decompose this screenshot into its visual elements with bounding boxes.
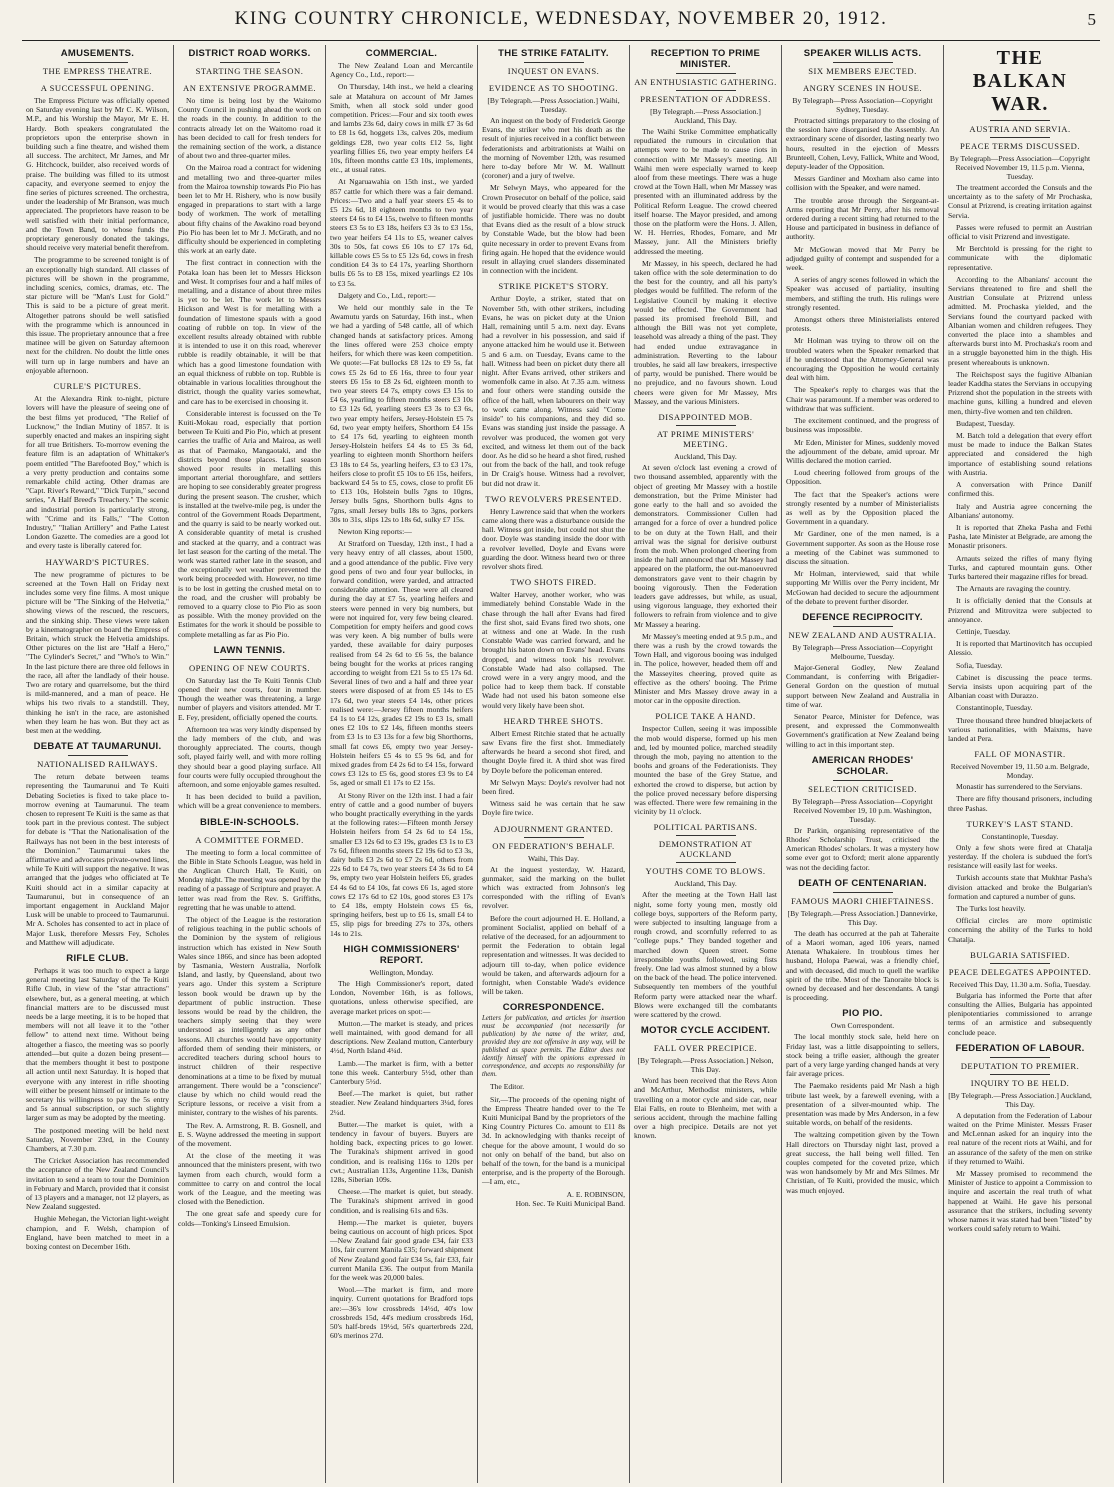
article-paragraph: Italy and Austria agree concerning the Albanians' autonomy.	[948, 501, 1092, 520]
article-paragraph: The Cricket Association has recommended the acceptance of the New Zealand Council's invitation to send a team to tour the Dominion in February and March, provided that it consist of 13 players and a manager, not 12 players, as New Zealand suggested.	[26, 1156, 169, 1212]
article-subheading: PEACE DELEGATES APPOINTED.	[948, 966, 1092, 977]
article-subheading: DEPUTATION TO PREMIER.	[960, 1060, 1080, 1071]
article	[330, 944, 473, 1341]
article-paragraph: Turkish accounts state that Mukhtar Pasha's division attacked and broke the Bulgarian's formation and captured a number of guns.	[948, 873, 1092, 901]
article-subheading: INQUIRY TO BE HELD.	[970, 1077, 1070, 1088]
article-paragraph: On Thursday, 14th inst., we held a clearing sale at Matahura on account of Mr James Smith, when all stock sold under good competition. Prices:—Four and six tooth ewes and lambs 23s 6d, dairy cows in milk £7 3s 6d to £8 1s 6d, hoggets 13s, calves 20s, medium geldings £28, two year colts £12 5s, light yearling fillies £6, two year empty heifers £4 10s, fifteen months cattle £3 10s, implements, etc., at usual rates.	[330, 82, 473, 175]
article-headline: THE STRIKE FATALITY.	[498, 48, 609, 59]
masthead-title: KING COUNTRY CHRONICLE, WEDNESDAY, NOVEMBER 20, 1912.	[234, 8, 888, 29]
article-dateline: Wellington, Monday.	[369, 967, 434, 977]
article	[482, 577, 625, 710]
article	[482, 48, 625, 275]
article	[786, 48, 939, 606]
divider	[990, 1057, 1050, 1058]
article-subheading: TURKEY'S LAST STAND.	[966, 818, 1074, 829]
article-paragraph: Hemp.—The market is quieter, buyers being cautious on account of high prices. Spot—New Zealand fair good grade £34, fair £33 10s, fair current Manila £35; forward shipment of New Zealand good fair £34 5s, fair £33, fair current Manila £36. The output from Manila for the week was 20,000 bales.	[330, 1217, 473, 1282]
article	[948, 1043, 1092, 1234]
divider	[676, 90, 736, 91]
article	[26, 48, 169, 375]
divider	[676, 835, 736, 836]
article	[482, 1002, 625, 1207]
article-paragraph: Wool.—The market is firm, and more inquiry. Current quotations for Bradford tops are:—36's low crossbreds 14½d, 40's low crossbreds 15d, 44's medium crossbreds 16d, 50's half-breds 19½d, 56's quarterbreds 22d, 60's merinos 27d.	[330, 1285, 473, 1341]
article	[948, 819, 1092, 944]
divider	[68, 79, 128, 80]
divider	[833, 79, 893, 80]
article-paragraph: Mr Eden, Minister for Mines, suddenly moved the adjournment of the debate, amid uproar. Mr Willis declared the motion carried.	[786, 437, 939, 465]
article-paragraph: Lamb.—The market is firm, with a better tone this week. Canterbury 5½d, other than Canterbury 5½d.	[330, 1058, 473, 1086]
divider	[220, 831, 280, 832]
article-paragraph: A deputation from the Federation of Labour waited on the Prime Minister. Messrs Fraser and McLennan asked for an inquiry into the real nature of the recent riots at Waihi, and for an assurance of the safety of the men on strike if they returned to Waihi.	[948, 1110, 1092, 1166]
article-paragraph: Protracted sittings preparatory to the closing of the session have disorganised the Assembly. An extraordinary scene of disorder, lasting nearly two hours, resulted in the ejection of Messrs Brunteell, Cohen, Levy, Fallick, White and Wood, deputy-leader of the Opposition.	[786, 116, 939, 172]
article-dateline: By Telegraph—Press Association—Copyright Received November 19, 11.5 p.m. Vienna, Tuesday.	[949, 154, 1091, 181]
divider	[524, 79, 584, 80]
article-subheading: A SUCCESSFUL OPENING.	[40, 83, 155, 93]
article-paragraph: The programme to be screened tonight is of an exceptionally high standard. All classes of pictures will be shown in the programme, including scenics, comics, dramas, etc. The star picture will be "Man's Lust for Gold." This is said to be a picture of great merit. Altogether patrons should be well satisfied with the programme which is announced in this issue. The proprietary announce that a free matinee will be given on Saturday afternoon next for the children. No doubt the little ones will turn up in large numbers and have an enjoyable afternoon.	[26, 255, 169, 375]
article-paragraph: Mr Massey promised to recommend the Minister of Justice to appoint a Commission to inquire and ascertain the real truth of what happened at Waihi. He gave his personal assurance that the strikers, including seventy whose names it was stated had been "listed" by workers could safely return to Waihi.	[948, 1169, 1092, 1234]
article-subheading: ANGRY SCENES IN HOUSE.	[802, 83, 923, 93]
article-paragraph: The Empress Picture was officially opened on Saturday evening last by Mr C. K. Wilson, M.P., and his Worship the Mayor, Mr E. H. Hardy. Both speakers congratulated the proprietors upon the enterprise shown in building such a fine theatre, and wished them all success. The architect, Mr James, and Mr G. Hitchcock, builder, also received words of praise. The building was filled to its utmost capacity, and everyone seemed to enjoy the fine series of pictures screened. The orchestra, under the leadership of Mr Branson, was much appreciated. The proprietors have reason to be well satisfied with their initial performance, and the Town Band, to whose funds the proprietary generously donated the takings, should receive very material benefit therefrom.	[26, 96, 169, 253]
article-subheading: YOUTHS COME TO BLOWS.	[645, 866, 766, 877]
article-paragraph: Budapest, Tuesday.	[956, 418, 1015, 428]
article-paragraph: The excitement continued, and the progress of business was impossible.	[786, 416, 939, 435]
article-headline: BIBLE-IN-SCHOOLS.	[199, 816, 300, 828]
article	[330, 48, 473, 938]
article-headline: LAWN TENNIS.	[213, 644, 286, 656]
article-paragraph: It has been decided to build a pavilion, which will be a great convenience to members.	[178, 792, 321, 811]
article-subheading: HEARD THREE SHOTS.	[503, 715, 604, 726]
article-paragraph: Three thousand three hundred bluejackets of various nationalities, with Maixms, have landed at Pera.	[948, 715, 1092, 743]
divider	[676, 425, 736, 426]
article-subheading: DISAPPOINTED MOB.	[658, 412, 753, 423]
article-paragraph: Cheese.—The market is quiet, but steady. The Turakina's shipment arrived in good condition, and is realising 61s and 63s.	[330, 1187, 473, 1215]
article-paragraph: Witness said he was certain that he saw Doyle fire twice.	[482, 799, 625, 818]
article-paragraph: The treatment accorded the Consuls and the uncertainty as to the safety of Mr Prochaska, Consul at Prizrend, is creating irritation against Servia.	[948, 183, 1092, 220]
article-paragraph: Loud cheering followed from groups of the Opposition.	[786, 468, 939, 487]
article-subheading: AN ENTHUSIASTIC GATHERING.	[634, 77, 777, 87]
article-paragraph: The Waihi Strike Committee emphatically repudiated the rumours in circulation that attempts were to be made to cause riots in connection with Mr Massey's meeting. All Waihi men were especially warned to keep aloof from these meetings. There was a huge crowd at the Town Hall, when Mr Massey was presented with an illuminated address by the Political Reform League. The crowd cheered itself hoarse. The Mayor presided, and among those on the platform were the Hons. J. Allen, W. H. Herries, Rhodes, Fomare, and Mr Massey, junr. All the Ministers briefly addressed the meeting.	[634, 127, 777, 256]
article-subheading: EVIDENCE AS TO SHOOTING.	[488, 83, 619, 93]
article-dateline: By Telegraph—Press Association—Copyright Melbourne, Tuesday.	[792, 642, 933, 661]
article-paragraph: Beef.—The market is quiet, but rather steadier. New Zealand hindquarters 3¼d, fores 2¼d.	[330, 1089, 473, 1117]
article-headline: FEDERATION OF LABOUR.	[955, 1042, 1085, 1054]
article	[786, 612, 939, 749]
article-paragraph: Butter.—The market is quiet, with a tendency in favour of buyers. Buyers are holding back, expecting prices to go lower. The Turakina's shipment arrived in good condition, and is realising 116s to 120s per cwt.; Australian 113s, Argentine 113s, Danish 128s, Siberian 109s.	[330, 1119, 473, 1184]
article-paragraph: Mr Massey's meeting ended at 9.5 p.m., and there was a rush by the crowd towards the Town Hall, and vigorous booing was indulged in. The police, however, headed them off and the Masseyites cheering, proved quite as effective as the others' booing. The Prime Minister and Mrs Massey drove away in a motor car in the opposite direction.	[634, 631, 777, 706]
article	[482, 281, 625, 487]
article-subheading: TWO REVOLVERS PRESENTED.	[485, 493, 622, 504]
article-headline: RIFLE CLUB.	[66, 953, 129, 965]
article-paragraph: A conversation with Prince Danilf confirmed this.	[948, 480, 1092, 499]
article-paragraph: Passes were refused to permit an Austrian official to visit Prizrend and investigate.	[948, 222, 1092, 242]
article-subheading: PEACE TERMS DISCUSSED.	[960, 141, 1080, 151]
article-paragraph: The Rev. A. Armstrong, R. B. Gosnell, and E. S. Wayne addressed the meeting in support of the movement.	[178, 1120, 321, 1148]
article-subheading: STRIKE PICKET'S STORY.	[498, 281, 609, 292]
article-paragraph: The postponed meeting will be held next Saturday, November 23rd, in the County Chambers, at 7.30 p.m.	[26, 1125, 169, 1153]
article-headline: DEFENCE RECIPROCITY.	[802, 611, 923, 623]
article-paragraph: Before the court adjourned H. E. Holland, a prominent Socialist, applied on behalf of a relative of the deceased, for an adjournment to permit the Federation to obtain legal representation and witnesses. It was decided to adjourn till to-day, when police evidence would be taken, and afterwards adjourn for a fortnight, when Constable Wade's evidence will be taken.	[482, 913, 625, 997]
article	[482, 716, 625, 818]
article	[178, 645, 321, 811]
article-paragraph: Constantinople, Tuesday.	[956, 703, 1033, 713]
article-dateline: [By Telegraph.—Press Association.] Nelson, This Day.	[637, 1056, 774, 1075]
article-paragraph: Hughie Mehegan, the Victorian light-weight champion, and F. Welsh, champion of England, have been matched to meet in a boxing contest on December 16th.	[26, 1214, 169, 1251]
article-paragraph: We held our monthly sale in the Te Awamutu yards on Saturday, 16th inst., when we had a yarding of 548 cattle, all of which changed hands at satisfactory prices. Among the lines offered were 253 choice empty heifers, for which there was keen competition. We quote:—Fat bullocks £8 12s to £9 5s, fat cows £5 2s 6d to £6 16s, three to four year steers £6 15s to £8 2s 6d, eighteen month to two year steers £4 7s, empty cows £3 15s to £4 6s, yearling to fifteen months steers £3 10s to £3 12s 6d, yearling steers £3 3s to £3 6s, two year empty heifers, Jersey-Holstein £5 7s 6d, two year empty heifers, Shorthorn £4 15s to £4 17s 6d, yearling to eighteen month Jersey-Holstein heifers £4 4s to £5 3s 6d, yearling to eighteen month Shorthorn heifers £3 18s to £4 5s, yearling heifers, £3 to £3 17s, heifers close to profit £5 10s to £6 15s, heifers, backward £4 5s to £5, cows, close to profit £6 to £13 10s, Holstein bulls 7gns to 10gns, Jersey bulls 5gns, Shorthorn bulls 4gns to 7gns, small Jersey bulls 18s to 3gns, porkers 30s to 31s, slips 12s to 18s 6d, sulky £7 15s.	[330, 303, 473, 524]
article-subheading: A COMMITTEE FORMED.	[195, 834, 304, 845]
divider	[220, 62, 280, 63]
article-headline: DISTRICT ROAD WORKS.	[188, 48, 311, 59]
article-dateline: Constantinople, Tuesday.	[981, 831, 1059, 841]
article-paragraph: Inspector Cullen, seeing it was impossible the mob would disperse, formed up his men and, led by mounted police, marched steadily through the mob, paying no attention to the boohs and groans of the Federationists. They mounted the base of the Grey Statue, and exhorted the crowd to disperse, but action by the police proved necessary before dispersing was effected. There were few remaining in the vicinity by 11 o'clock.	[634, 724, 777, 817]
article-subheading: PRESENTATION OF ADDRESS.	[640, 94, 771, 104]
article-paragraph: Mr McGowan moved that Mr Perry be adjudged guilty of contempt and suspended for a week.	[786, 244, 939, 273]
article-paragraph: Mutton.—The market is steady, and prices well maintained, with good demand for all descriptions. New Zealand mutton, Canterbury 4½d, North Island 4¼d.	[330, 1018, 473, 1056]
column-6	[782, 45, 944, 1483]
article-paragraph: Mr Holman, interviewed, said that while supporting Mr Willis over the Perry incident, Mr McGowan had decided to secure the adjournment of the debate to prevent further disorder.	[786, 569, 939, 606]
article-subheading: AN EXTENSIVE PROGRAMME.	[182, 83, 316, 93]
article-subheading: HAYWARD'S PICTURES.	[45, 556, 150, 567]
article-paragraph: Mr Gardiner, one of the men named, is a Government supporter. As soon as the House rose a meeting of the Cabinet was summoned to discuss the situation.	[786, 529, 939, 566]
divider	[833, 892, 893, 893]
article-headline: AMERICAN RHODES' SCHOLAR.	[811, 754, 914, 777]
article-dateline: [By Telegraph.—Press Association.] Auckland, This Day.	[650, 107, 761, 125]
column-7	[944, 45, 1096, 1483]
article-subheading: TWO SHOTS FIRED.	[510, 577, 597, 588]
article-subheading: DEMONSTRATION AT AUCKLAND	[658, 839, 753, 860]
divider	[833, 62, 893, 63]
article	[634, 711, 777, 816]
article-subheading: ADJOURNMENT GRANTED.	[493, 823, 614, 834]
article-paragraph: Word has been received that the Revs Aton and McArthur, Methodist ministers, while travelling on a motor cycle and side car, near Elai Falls, en route to Blenheim, met with a serious accident, through the machine falling over a high precipice. Details are not yet known.	[634, 1076, 777, 1141]
article-subheading: NATIONALISED RAILWAYS.	[37, 759, 158, 770]
article-headline: DEBATE AT TAUMARUNUI.	[33, 741, 162, 753]
article-paragraph: The New Zealand Loan and Mercantile Agency Co., Ltd., report:—	[330, 61, 473, 80]
article-paragraph: The meeting to form a local committee of the Bible in State Schools League, was held in the Anglican Church Hall, Te Kuiti, on Monday night. The meeting was opened by the reading of a passage of Scripture and prayer. A letter was read from the Rev. S. Griffiths, regretting that he was unable to attend.	[178, 847, 321, 912]
article-paragraph: The Arnauts are ravaging the country.	[956, 584, 1071, 594]
divider	[220, 79, 280, 80]
article-dateline: Auckland, This Day.	[674, 879, 737, 889]
article-headline: MOTOR CYCLE ACCIDENT.	[640, 1025, 771, 1037]
article-paragraph: It is reported that Zheka Pasha and Fethi Pasha, late Minister at Belgrade, are among the Monastir prisoners.	[948, 522, 1092, 551]
divider	[68, 62, 128, 63]
article-paragraph: At Ngaruawahia on 15th inst., we yarded 857 cattle for which there was a fair demand. Prices:—Two and a half year steers £5 4s to £5 12s 6d, 18 eighteen months to two year steers £4 6s to £4 15s, twelve to fifteen months steers £3 5s to £3 18s, heifers £3 3s to £3 15s, two year heifers £4 11s to £5, weaner calves 30s to 50s, fat cows £6 10s to £7 17s 6d, killable cows £5 5s to £5 12s 6d, cows in fresh condition £4 3s to £4 17s, yearling Shorthorn bulls £6 5s to £8 15s, mixed yearlings £2 10s to £3 5s.	[330, 177, 473, 288]
divider	[990, 120, 1050, 121]
article-paragraph: An inquest on the body of Frederick George Evans, the striker who met his death as the result of injuries received in a conflict between federationists and arbitrationists at Waihi on the morning of November 12th, was resumed here to-day before Mr W. M. Wallnutt (coroner) and a jury of twelve.	[482, 116, 625, 181]
divider	[676, 1039, 736, 1040]
divider	[990, 1074, 1050, 1075]
article-paragraph: After the meeting at the Town Hall last night, some forty young men, mostly old college boys, supporters of the Reform party, were subjected to insulting language from a rough crowd, and scornfully referred to as "college pups." They banded together and marched down Queen street. Some irresponsible youths followed, using fists freely. One lad was almost stunned by a blow on the back of the head. The police intervened. Subsequently ten members of the youthful Reform party were attacked near the wharf. Blows were exchanged till the combatants were scattered by the crowd.	[634, 890, 777, 1020]
article-dateline: By Telegraph—Press Association—Copyright Received November 19, 10 p.m. Washington, Tuesday.	[792, 796, 933, 824]
article-headline: COMMERCIAL.	[365, 48, 438, 59]
article-paragraph: Arnauts seized the rifles of many flying Turks, and captured mountain guns. Other Turks bartered their magazine rifles for bread.	[948, 553, 1092, 581]
article-paragraph: Official circles are more optimistic concerning the ability of the Turks to hold Chatalja.	[948, 916, 1092, 944]
article-paragraph: The death has occurred at the pah at Taheraite of a Maori woman, aged 106 years, named Atenata Whakaiere. In troublous times her husband, Holopa Paewai, was a friendly chief, and with deceased, did much to quell the warlike spirit of the tribe. Most of the Tanoraite block is owned by deceased and her descendants. A tangi is proceeding.	[786, 928, 939, 1003]
article-paragraph: The fact that the Speaker's actions were strongly resented by a number of Ministerialists as well as by the Opposition placed the Government in a quandary.	[786, 489, 939, 527]
article-subheading: INQUEST ON EVANS.	[507, 66, 600, 76]
article-paragraph: The one great safe and speedy cure for colds—Tonking's Linseed Emulsion.	[178, 1209, 321, 1228]
article	[786, 1008, 939, 1194]
article-subheading: FALL OVER PRECIPICE.	[653, 1043, 758, 1054]
article	[786, 878, 939, 1003]
article-paragraph: According to the Albanians' account the Servians threatened to fire and shell the Austrian Consulate at Prizrend unless admitted. M. Prochaska yielded, and the Servians found the courtyard packed with Albanian women and children refugees. They converted the place into a shambles and afterwards burst into M. Prochaska's room and in a struggle bayonetted him in the thigh. His present whereabouts is unknown.	[948, 274, 1092, 367]
divider	[833, 780, 893, 781]
article	[26, 381, 169, 550]
article-paragraph: Perhaps it was too much to expect a large general meeting last Saturday of the Te Kuiti Rifle Club, in view of the "star attractions" elsewhere, but, as a general meeting, at which financial matters are to be discussed must needs be a large meeting, it is to be hoped that members will not all leave it to the "other fellow" to attend next time. Without being altogether a fiasco, the meeting was so poorly attended—but quite a dozen being present—that the members thought it best to postpone all action until next Saturday. It is hoped that everyone with any interest in rifle shooting will either be present himself or intimate to the secretary his willingness to pay the 5s entry and 5s annual subscription, or such slightly larger sum as may be adopted by the meeting.	[26, 966, 169, 1123]
article-paragraph: The waltzing competition given by the Town Hall directors on Thursday night last, proved a great success, the hall being well filled. Ten couples competed for the coveted prize, which was won handsomely by Mr and Mrs Silmes. Mr Christian, of Te Kuiti, provided the music, which was much enjoyed.	[786, 1130, 939, 1195]
article-paragraph: At Stony River on the 12th inst. I had a fair entry of cattle and a good number of buyers who bought practically everything in the yards at the following rates:—Fifteen month Jersey Holstein heifers from £4 2s 6d to £4 15s, smaller £3 12s 6d to £3 19s, grades £3 1s to £3 7s 6d, fifteen months steers £2 19s 6d to £3 3s, dairy bulls £3 2s 6d to £7 2s 6d, others from 22s 6d to £4 7s, two year steers £4 3s 6d to £4 9s, empty two year Holstein heifers £6, grades £4 4s 6d to £4 10s, fat cows £6 1s, aged store cows £2 17s 6d to £2 10s, good stores £3 17s to £4 18s, empty Holstein cows £5 6s, springing heifers, best up to £6 1s, small £4 to £5, slip pigs for breeding 27s to 37s, others 14s to 21s.	[330, 790, 473, 938]
article-paragraph: There are fifty thousand prisoners, including three Pashas.	[948, 794, 1092, 813]
article-paragraph: Considerable interest is focussed on the Te Kuiti-Mokau road, especially that portion between Te Kuiti and Pio Pio, which at present carries the traffic of Aria and Mairoa, as well as that of Paemako, Mangaotaki, and the districts beyond those places. Last season showed poor results in metalling this important arterial thoroughfare, and settlers are hoping to see considerably greater progress during the present season. The crusher, which is installed at the twelve-mile peg, is under the control of the Government Roads Department, and the quarry is said to be nearly worked out. A considerable quantity of metal is crushed and stacked at the quarry, and a contract was let last season for the carting of the metal. The work was started rather late in the season, and the exceptionally wet weather prevented the work being proceeded with. However, no time is to be lost in getting the crushed metal on to the road, and the crusher will probably be removed to a quarry close to Pio Pio as soon as possible. With the money provided on the Estimates for the work it should be possible to complete metalling as far as Pio Pio.	[178, 408, 321, 639]
letter-signature: A. E. ROBINSON, Hon. Sec. Te Kuiti Municipal Band.	[515, 1189, 625, 1208]
article-paragraph: Mr Selwyn Mays: Doyle's revolver had not been fired.	[482, 777, 625, 796]
article	[26, 557, 169, 736]
divider	[68, 755, 128, 756]
divider	[524, 62, 584, 63]
article-paragraph: The object of the League is the restoration of religious teaching in the public schools of the Dominion by the system of religious instruction which has existed in New South Wales since 1866, and since has been adopted by Tasmania, Western Australia, Norfolk Island, and lastly, by Queensland, about two years ago. Under this system a Scripture lesson book would be drawn up by the department of public instruction. These lessons would be read by the children, the teachers simply seeing that they were understood as intelligently as any other lessons. All churches would have opportunity afforded them of sending their ministers, or accredited teachers during school hours to instruct children of their respective denominations at a time to be fixed by mutual arrangement. There would be a "conscience" clause by which no child would read the Scripture lessons, or receive a visit from a minister, contrary to the wishes of his parents.	[178, 915, 321, 1118]
article-subheading: FALL OF MONASTIR.	[974, 749, 1066, 760]
article-headline: THE BALKAN WAR.	[972, 47, 1068, 115]
article	[26, 953, 169, 1251]
article-paragraph: Cabinet is discussing the peace terms. Servia insists upon acquiring part of the Albanian coast with Durazzo.	[948, 672, 1092, 701]
article-paragraph: Albert Ernest Ritchie stated that he actually saw Evans fire the first shot. Immediately afterwards he heard a second shot fired, and thought Doyle fired it. A third shot was fired by Doyle before the policeman entered.	[482, 728, 625, 775]
article	[178, 48, 321, 639]
article-paragraph: Afternoon tea was very kindly dispensed by the lady members of the club, and was thoroughly appreciated. The courts, though soft, played fairly well, and with more rolling they should bear a good playing surface. All four courts were fully occupied throughout the afternoon, and some enjoyable games resulted.	[178, 724, 321, 790]
article-paragraph: On the Mairoa road a contract for widening and metalling two and three-quarter miles from the Mairoa township towards Pio Pio has been let to Mr H. Rishery, who is now busily engaged in preparations to start with a large body of workmen. The work of metalling about fifty chains of the Awakino road beyond Pio Pio has been let to Mr J. McGrath, and no difficulty should be experienced in completing this work at an early date.	[178, 163, 321, 256]
article-dateline: Auckland, This Day.	[674, 452, 737, 462]
article-subheading: FAMOUS MAORI CHIEFTAINESS.	[791, 895, 934, 906]
article	[634, 1025, 777, 1140]
article-subheading: STARTING THE SEASON.	[195, 66, 304, 76]
article-dateline: Own Correspondent.	[830, 1021, 895, 1031]
article-dateline: [By Telegraph.—Press Association.] Dannevirke, This Day.	[787, 908, 938, 927]
column-2	[174, 45, 326, 1483]
article-paragraph: It is officially denied that the Consuls at Prizrend and Mitrovitza were subjected to annoyance.	[948, 596, 1092, 624]
article-paragraph: The return debate between teams representing the Taumarunui and Te Kuiti Debating Societies is fixed to take place to-morrow evening at Taumarunui. The team chosen to represent Te Kuiti is the same as that took part in the previous contest. The subject for debate is "That the Nationalisation of the Railways has not been in the best interests of the Dominion." Taumarunui takes the affirmative and advocates private-owned lines, while Te Kuiti will support the negative. It was arranged that the judges who officiated at Te Kuiti should act in a similar capacity at Taumarunui, but in consequence of an important engagement in Auckland Major Lusk will be unable to proceed to Taumarunui. Mr A. Scholes has consented to act in place of Major Lusk, therefore Messrs Fey, Scholes and Matthew will adjudicate.	[26, 772, 169, 947]
article-paragraph: Bulgaria has informed the Porte that after consulting the Allies, Bulgaria has appointed plenipotentiaries commissioned to arrange terms of an armistice and subsequently conclude peace.	[948, 990, 1092, 1037]
article-dateline: [By Telegraph.—Press Association.] Auckland, This Day.	[948, 1090, 1092, 1109]
article-paragraph: The first contract in connection with the Potaka loan has been let to Messrs Hickson and West. It comprises four and a half miles of metalling, and a distance of about three miles is yet to be let. The work let to Messrs Hickson and West is for metalling with a foundation of limestone spauls with a good coating of rubble on top. In view of the excellent results already obtained with rubble it is intended to use it on this road, wherever rubble is readily obtainable, it will be that which has a good limestone foundation with an equal thickness of rubble on top. Rubble is obtainable in various localities throughout the district, though the quality varies somewhat, and care has to be exercised in choosing it.	[178, 258, 321, 406]
article-headline: RECEPTION TO PRIME MINISTER.	[650, 48, 761, 70]
article-paragraph: Major-General Godley, New Zealand Commandant, is conferring with Brigadier-General Gordon on the question of mutual support between New Zealand and Australia in time of war.	[786, 662, 939, 709]
article-subheading: SELECTION CRITICISED.	[808, 783, 917, 794]
article-dateline: By Telegraph—Press Association—Copyright Sydney, Tuesday.	[792, 96, 933, 114]
article-paragraph: At seven o'clock last evening a crowd of two thousand assembled, apparently with the object of greeting Mr Massey with a hostile demonstration, but the Prime Minister had gone early to the hall and so avoided the demonstrators. Commissioner Cullen had arranged for a force of over a hundred police to be on duty at the Town Hall, and their arrival was the signal for derisive outburst from the mob. When prolonged cheering from inside the hall announced that Mr Massey had appeared on the platform, the out-manoeuvred demonstrators gave vent to their chagrin by booing vigorously. Then the Federation leaders gave addresses, but while, as usual, using vigorous language, they exhorted their followers to refrain from violence and to give Mr Massey a hearing.	[634, 463, 777, 629]
article	[948, 47, 1092, 743]
article-headline: SPEAKER WILLIS ACTS.	[803, 48, 922, 59]
article-paragraph: The trouble arose through the Sergeant-at-Arms reporting that Mr Perry, after his removal ordered during a recent sitting had returned to the House and participated in business in defiance of authority.	[786, 195, 939, 242]
article-paragraph: At the inquest yesterday, W. Hazard, gunmaker, said the marking on the bullet which was extracted from Johnson's leg corresponded with the rifling of Evan's revolver.	[482, 864, 625, 911]
column-3	[326, 45, 478, 1483]
article-headline: CORRESPONDENCE.	[502, 1002, 605, 1014]
masthead-rule	[22, 40, 1100, 41]
article-subheading: ON FEDERATION'S BEHALF.	[492, 840, 615, 851]
article-paragraph: M. Batch told a delegation that every effort must be made to induce the Balkan States appreciated and considered the high importance of establishing sound relations with Austria.	[948, 431, 1092, 477]
article-subheading: NEW ZEALAND AND AUSTRALIA.	[788, 629, 937, 640]
divider	[220, 659, 280, 660]
article-headline: PIO PIO.	[842, 1008, 883, 1020]
editorial-note: Letters for publication, and articles for insertion must be accompanied (not necessarily for publication) by the name of the writer, and, provided they are not offensive in any way, will be published as space permits. The Editor does not identify himself with the opinions expressed in correspondence, and accepts no responsibility for them.	[482, 1015, 625, 1079]
article-paragraph: Arthur Doyle, a striker, stated that on November 5th, with other strikers, including Evans, he was on picket duty at the Union Hall, remaining until 5 a.m. next day. Evans had a revolver in his possession, and said if anyone attacked him he would use it. Between 5 and 6 a.m. on Tuesday, Evans came to the hall. Witness had been on picket duty there all night. After Evans arrived, other strikers and womenfolk came in also. At 7.35 a.m. witness and four others were standing outside the office of the hall, when labourers on their way to work came along. Witness said "Come inside" to his companions, and they did so. Evans was standing just inside the passage. A revolver was produced, the women got very excited, and witness let them out of the back door. As he did so he heard a shot fired, rushed out from the back of the hall, and took refuge in Dr Craig's house. Witness had a revolver, but did not draw it.	[482, 294, 625, 488]
divider	[524, 837, 584, 838]
page-number: 5	[1087, 10, 1096, 29]
article-paragraph: Newton King reports:—	[338, 526, 412, 536]
article-paragraph: The Paemako residents paid Mr Nash a high tribute last week, by a farewell evening, with a presentation of a silver-mounted whip. The presentation was made by Mrs Anderson, in a few suitable words, on behalf of the residents.	[786, 1081, 939, 1128]
article-paragraph: It is reported that Martinovitch has occupied Alessio.	[948, 639, 1092, 658]
article-subheading: POLICE TAKE A HAND.	[655, 711, 756, 722]
article	[634, 48, 777, 406]
article-subheading: SIX MEMBERS EJECTED.	[808, 66, 917, 76]
article-paragraph: Henry Lawrence said that when the workers came along there was a disturbance outside the hall. Witness got inside, but could not shut the door. Doyle was standing inside the door with a revolver levelled, Doyle and Evans were guarding the door. Witness heard two or three revolver shots fired.	[482, 506, 625, 571]
article-paragraph: At the close of the meeting it was announced that the ministers present, with two laymen from each church, would form a committee to carry on and control the local work of the League, and the meeting was closed with the Benediction.	[178, 1151, 321, 1207]
article-subheading: CURLE'S PICTURES.	[53, 381, 142, 392]
article-paragraph: Mr Berchtold is pressing for the right to communicate with the diplomatic representative.	[948, 244, 1092, 272]
article	[634, 412, 777, 705]
column-1	[22, 45, 174, 1483]
divider	[833, 626, 893, 627]
article-headline: DEATH OF CENTENARIAN.	[798, 877, 927, 889]
article-paragraph: Sofia, Tuesday.	[956, 660, 1003, 670]
article-paragraph: The local monthly stock sale, held here on Friday last, was a little disappointing to sellers, stock being a trifle easier, although the greater part of a very large yarding changed hands at very fair average prices.	[786, 1032, 939, 1079]
article-subheading: AT PRIME MINISTERS' MEETING.	[656, 429, 755, 450]
article	[26, 741, 169, 947]
article-paragraph: Mr Holman was trying to throw oil on the troubled waters when the Speaker remarked that if he understood that the Attorney-General was encouraging the Opposition he would certainly deal with him.	[786, 336, 939, 383]
divider	[676, 862, 736, 863]
article	[634, 822, 777, 1019]
article-paragraph: Mr Selwyn Mays, who appeared for the Crown Prosecutor on behalf of the police, said it would be proved clearly that this was a case of justifiable homicide. There was no doubt that Evans died as the result of a blow struck by Constable Wade, but the blow had been quite necessary in order to prevent Evans from firing again. He hoped that the evidence would result in allaying cruel slanders disseminated in connection with the incident.	[482, 183, 625, 276]
article-dateline: Received November 19, 11.50 a.m. Belgrade, Monday.	[950, 762, 1090, 781]
article-paragraph: No time is being lost by the Waitomo County Council in pushing ahead the work on the roads in the county. In addition to the contracts already let on the Waitomo road it has been decided to call for fresh tenders for the remaining section of the work, a distance of about two and three-quarter miles.	[178, 96, 321, 161]
article-paragraph: Only a few shots were fired at Chatalja yesterday. If the cholera is subdued the fort's resistance will easily last for weeks.	[948, 842, 1092, 871]
article	[786, 755, 939, 872]
article-paragraph: Walter Harvey, another worker, who was immediately behind Constable Wade in the chase through the hall after Evans had fired the first shot, said Evans fired two shots, one at witness and one at Wade. In the rush Constable Wade was carried forward, and he brought his baton down on Evans' head. Evans dropped, and witness took his revolver. Constable Wade had also collapsed. The crowd were in a very angry mood, and the police had to keep them back. If constable Wade had not used his baton someone else would very likely have been shot.	[482, 590, 625, 710]
article-paragraph: Senator Pearce, Minister for Defence, was present, and expressed the Commonwealth Government's gratification at New Zealand being willing to act in this important step.	[786, 711, 939, 749]
article-subheading: OPENING OF NEW COURTS.	[188, 662, 311, 673]
article	[482, 494, 625, 571]
article-paragraph: Dr Parkin, organising representative of the Rhodes' Scholarship Trust, criticised the American Rhodes' scholars. It was a mystery how some ever got to Oxford; merit alone apparently was not the deciding factor.	[786, 825, 939, 872]
article-paragraph: The new programme of pictures to be screened at the Town Hall on Friday next includes some very fine films. A most unique picture will be "The Sinking of the Helvetia," showing views of the rescued, the rescuers, and the sinking ship. These views were taken by a kinematographer on board the Empress of Britain, which struck the Helvetia amidships. Other pictures on the list are "Half a Hero," "The Cylinder's Secret," and "Who's to Win." In the last picture there are three old fellows in the race, all after the landlady of their house. Two are rotary and quarrelsome, but the third is mild-mannered, and a man of peace. He whips his two rivals to a standstill. They, thinking he isn't in the race, are astonished when they learn he has won. But they act as best men at the wedding.	[26, 569, 169, 735]
divider	[990, 963, 1050, 964]
article-subheading: AUSTRIA AND SERVIA.	[969, 124, 1071, 134]
article-paragraph: The Turks lost heavily.	[956, 904, 1026, 913]
article-paragraph: Dalgety and Co., Ltd., report:—	[338, 290, 436, 300]
article-paragraph: Sir,—The proceeds of the opening night of the Empress Theatre handed over to the Te Kuiti Municipal Band by the proprietors of the King Country Pictures Co. amount to £11 8s 3d. In acknowledging with thanks receipt of cheque for the above amount, I would do so not only on behalf of the band, but also on behalf of the town, for the band is a municipal enterprise, and is the property of the Borough.—I am, etc.,	[482, 1094, 625, 1187]
article	[178, 817, 321, 1228]
article-paragraph: Messrs Gardiner and Moxham also came into collision with the Speaker, and were named.	[786, 174, 939, 193]
columns	[22, 45, 1100, 1483]
article-dateline: [By Telegraph.—Press Association.] Waihi, Tuesday.	[487, 96, 620, 114]
article-paragraph: The Editor.	[490, 1082, 525, 1092]
article	[948, 749, 1092, 813]
article-paragraph: Amongst others three Ministerialists entered protests.	[786, 315, 939, 334]
article-paragraph: Cettinje, Tuesday.	[956, 626, 1011, 636]
column-5	[630, 45, 782, 1483]
article-paragraph: The Speaker's reply to charges was that the Chair was paramount. If a member was ordered to withdraw that was sufficient.	[786, 385, 939, 413]
masthead	[22, 8, 1100, 38]
article-paragraph: The High Commissioner's report, dated London, November 16th, is as follows, quotations, unless otherwise specified, are average market prices on spot:—	[330, 978, 473, 1016]
column-4	[478, 45, 630, 1483]
article	[948, 950, 1092, 1037]
divider	[990, 137, 1050, 138]
article-dateline: Waihi, This Day.	[527, 853, 580, 863]
article-subheading: POLITICAL PARTISANS.	[653, 822, 758, 833]
article-headline: HIGH COMMISSIONERS' REPORT.	[343, 943, 460, 966]
article-paragraph: A series of angry scenes followed in which the Speaker was accused of partiality, insulting members, and stifling the truth. His rulings were strongly resented.	[786, 275, 939, 312]
article-paragraph: Monastir has surrendered to the Servians.	[956, 782, 1083, 792]
article-paragraph: At Stratford on Tuesday, 12th inst., I had a very heavy entry of all classes, about 1500, and a good attendance of the public. Five very good pens of two and four year bullocks, in forward condition, were yarded, and attracted considerable attention. These were all cleared during the day at £7 5s, yearling heifers and steers were penned in very big numbers, but were not inquired for, very few being cleared. Competition for empty heifers and good cows was very keen. A big number of bulls were yarded, these available for dairy purposes realised from £4 2s 6d to £6 5s, the balance being bought for the works at prices ranging according to weight from £21 5s to £5 17s 6d. Several lines of two and a half and three year steers were disposed of at from £5 14s to £5 17s 6d, two year steers £4 14s, other prices realised were:—Jersey fifteen months heifers £4 1s to £4 12s, grades £2 19s to £3 1s, small ones £2 10s to £2 14s, fifteen months steers from £3 1s to £3 13s for a few big Shorthorns, small fat cows £6, empty two year Jersey-Holstein heifers £5 4s to £5 9s 6d, and for mixed grades from £4 2s 6d to £4 15s, forward cows £3 12s to £5 6s, good stores £3 9s to £4 5s, aged or small £1 17s to £2 15s.	[330, 539, 473, 788]
article-subheading: BULGARIA SATISFIED.	[970, 949, 1070, 960]
article	[482, 824, 625, 997]
article-paragraph: On Saturday last the Te Kuiti Tennis Club opened their new courts, four in number. Though the weather was threatening, a large number of players and visitors attended. Mr T. E. Fey, president, officially opened the courts.	[178, 675, 321, 722]
divider	[676, 73, 736, 74]
article-dateline: Received This Day, 11.30 a.m. Sofia, Tuesday.	[949, 979, 1091, 989]
article-headline: AMUSEMENTS.	[60, 48, 135, 59]
article-paragraph: The Reichspost says the fugitive Albanian leader Kaddha states the Servians in occupying Prizrend shot the population in the streets with machine guns, killing a hundred and eleven men, thirty-five women and ten children.	[948, 369, 1092, 416]
article-paragraph: At the Alexandra Rink to-night, picture lovers will have the pleasure of seeing one of the best films yet produced, "The Relief of Lucknow," the Indian Mutiny of 1857. It is superbly enacted and makes an inspiring sight for all true Britishers. To-morrow evening the feature film is an adaptation of Whittaker's poem entitled "The Barefooted Boy," which is a very pretty production and contains some remarkable child acting. Other dramas are "Capt. River's Reward," "Dick Turpin," second series, "A Half Breed's Treachery." The scenic and industrial portion is particularly strong, with "Crime and its Falls," "The Cotton Industry," "Italian Artillery" and Pathe Latest London Gazette. The comedies are a good lot and every taste is liberally catered for.	[26, 394, 169, 551]
article-subheading: THE EMPRESS THEATRE.	[42, 66, 153, 76]
article-paragraph: Mr Massey, in his speech, declared he had taken office with the sole determination to do the best for the country, and all his party's pledges would be fulfilled. The reform of the Legislative Council by making it elective would be effected. The Government had passed its promised freehold Bill, and although the Bill was not yet complete, leasehold was already a thing of the past. They had ended undue extravagance in administration. Reverting to the labour troubles, he said all law breakers, irrespective of party, would be punished. There would be no prejudice, and no favours shown. Loud cheers were given for Mr Massey, Mrs Massey, and the various Ministers.	[634, 258, 777, 406]
